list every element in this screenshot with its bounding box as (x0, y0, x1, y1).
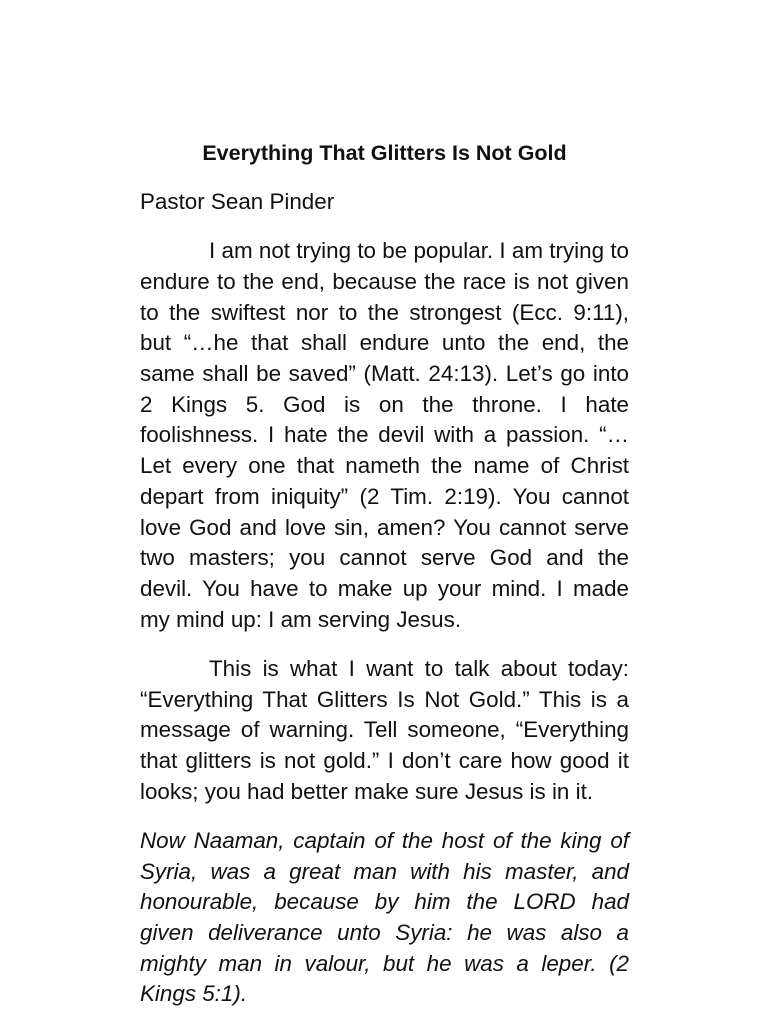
author-line: Pastor Sean Pinder (140, 189, 335, 214)
document-body (140, 138, 629, 1010)
body-paragraph-1: I am not trying to be popular. I am trying to endure to the end, because the race is not given to the swiftest nor to the strongest (Ecc. 9:11), but “…he that shall endure unto the end, the same shall be saved” (Matt. 24:13). Let’s go into 2 Kings 5. God is on the throne. I hate foolishness. I hate the devil with a passion. “…Let every one that nameth the name of Christ depart from iniquity” (2 Tim. 2:19). You cannot love God and love sin, amen? You cannot serve two masters; you cannot serve God and the devil. You have to make up your mind. I made my mind up: I am serving Jesus. (140, 238, 629, 632)
scripture-quote: Now Naaman, captain of the host of the king of Syria, was a great man with his master, and honourable, because by him the LORD had given deliverance unto Syria: he was also a mighty man in valour, but he was a leper. (2 Kings 5:1). (140, 827, 629, 1007)
body-paragraph-2: This is what I want to talk about today: “Everything That Glitters Is Not Gold.” This is a message of warning. Tell someone, “Everything that glitters is not gold.” I don’t care how good it looks; you had better make sure Jesus is in it. (140, 655, 629, 804)
page-title: Everything That Glitters Is Not Gold (202, 141, 567, 165)
